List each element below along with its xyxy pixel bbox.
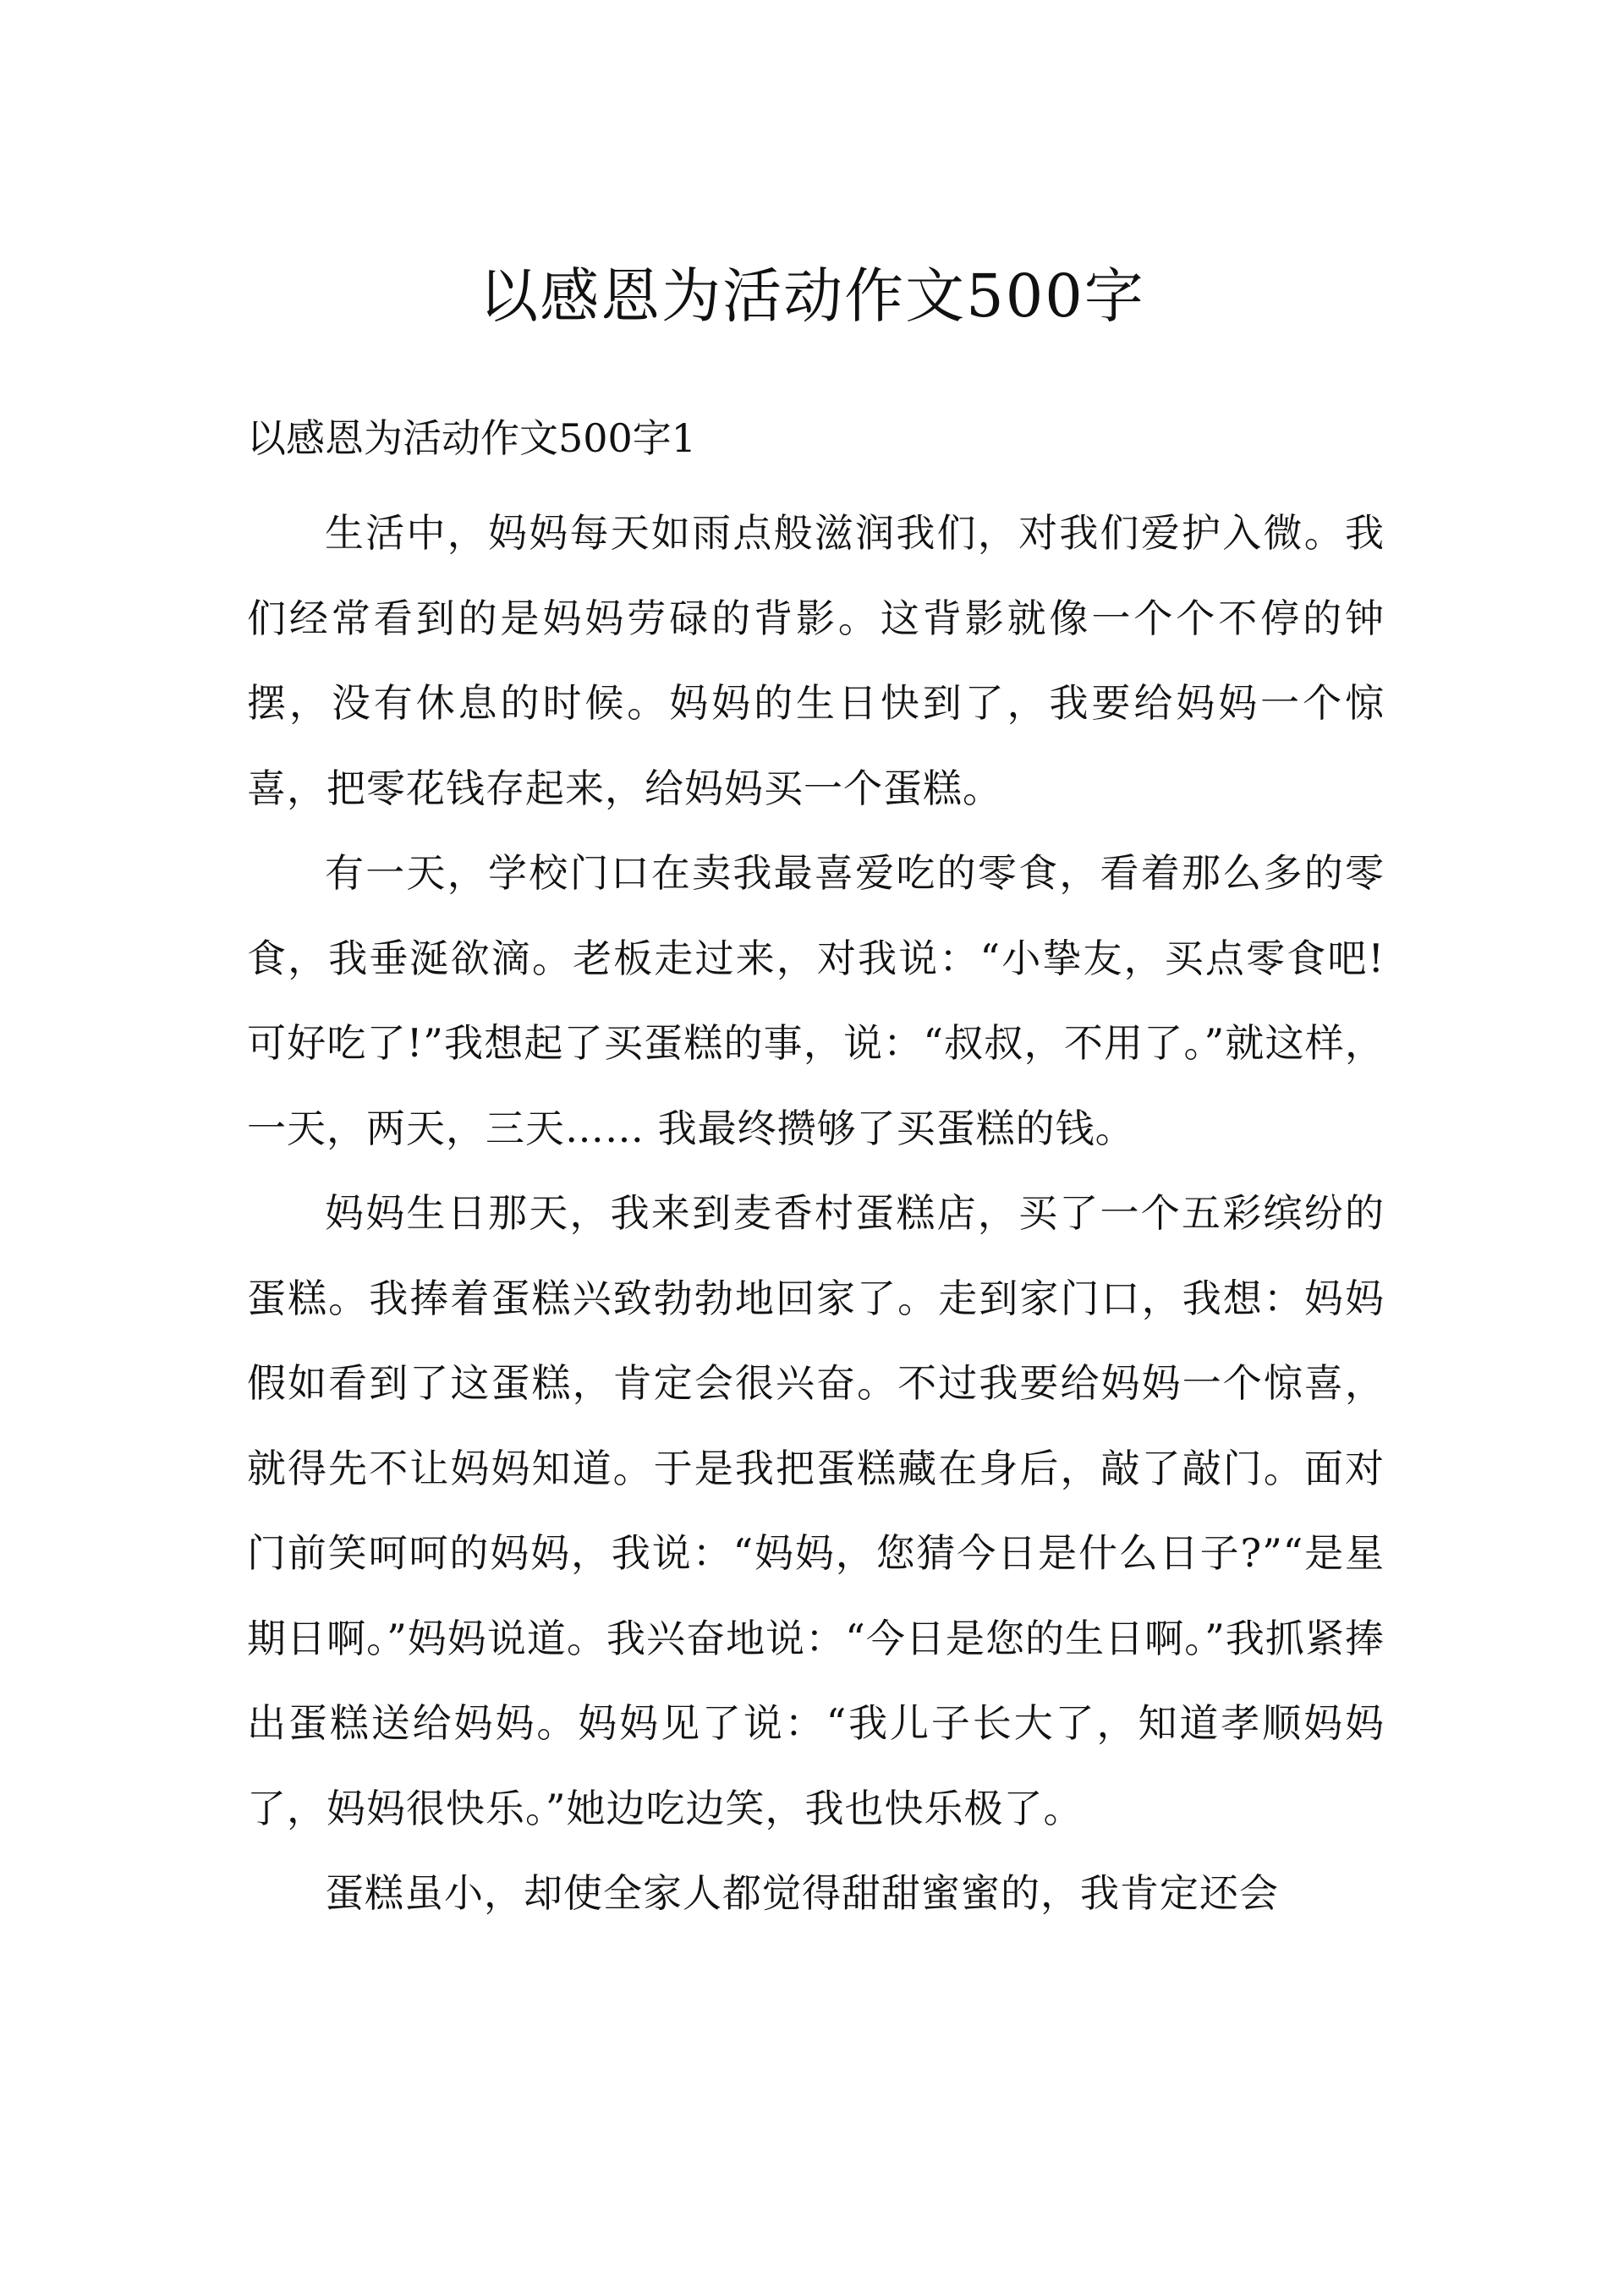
paragraph: 妈妈生日那天，我来到麦香村蛋糕店，买了一个五彩缤纷的蛋糕。我捧着蛋糕兴致勃勃地回家了。走到家门口，我想：妈妈假如看到了这蛋糕，肯定会很兴奋。不过我要给妈妈一个惊喜，就得先不让妈妈知道。于是我把蛋糕藏在身后，敲了敲门。面对门前笑呵呵的妈妈，我说：“妈妈，您猜今日是什么日子?”“是星期日啊。”妈妈说道。我兴奋地说：“今日是您的生日啊。”我抓紧捧出蛋糕送给妈妈。妈妈见了说：“我儿子长大了，知道孝顺妈妈了，妈妈很快乐。”她边吃边笑，我也快乐极了。	[247, 1190, 1385, 1831]
paragraph: 生活中，妈妈每天如雨点般滋润我们，对我们爱护入微。我们经常看到的是妈妈劳碌的背影。这背影就像一个个不停的钟摆，没有休息的时候。妈妈的生日快到了，我要给妈妈一个惊喜，把零花钱存起来，给妈妈买一个蛋糕。	[247, 510, 1385, 811]
paragraph: 蛋糕虽小，却使全家人都觉得甜甜蜜蜜的，我肯定还会	[325, 1870, 1279, 1916]
document-title: 以感恩为活动作文500字	[479, 261, 1145, 331]
document-body	[247, 491, 1385, 1936]
paragraph: 有一天，学校门口在卖我最喜爱吃的零食，看着那么多的零食，我垂涎欲滴。老板走过来，对我说：“小挚友，买点零食吧!可好吃了!”我想起了买蛋糕的事，说：“叔叔，不用了。”就这样，一天，两天，三天…… 我最终攒够了买蛋糕的钱。	[247, 850, 1385, 1151]
document-subtitle: 以感恩为活动作文500字1	[247, 415, 697, 461]
